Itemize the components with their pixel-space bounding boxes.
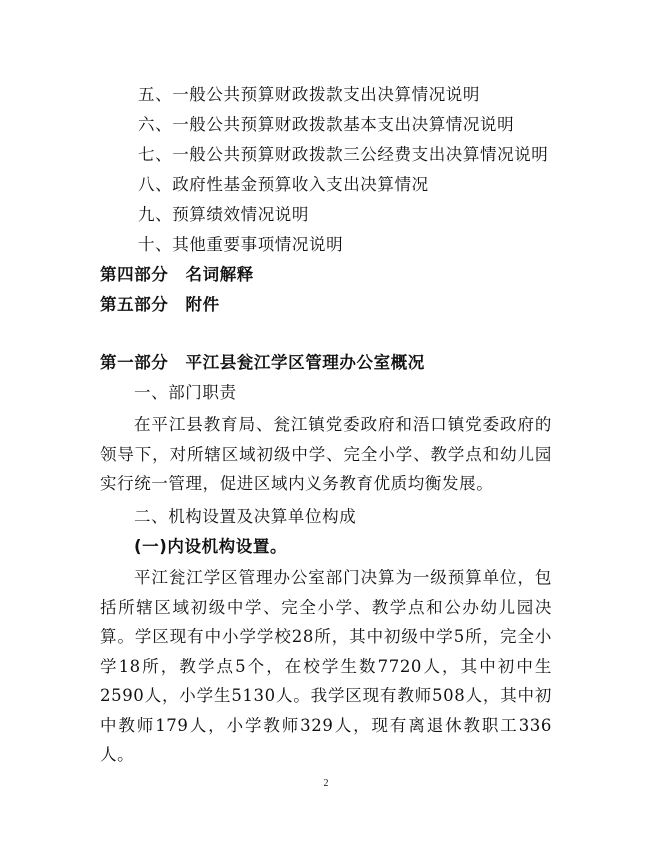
toc-part-5: 第五部分 附件: [100, 295, 220, 314]
page-number: 2: [323, 778, 329, 789]
toc-item-6: 六、一般公共预算财政拨款基本支出决算情况说明: [138, 115, 515, 134]
toc-part-4: 第四部分 名词解释: [100, 265, 254, 284]
subsection-title: (一)内设机构设置。: [134, 537, 288, 556]
part-one-heading: 第一部分 平江县瓮江学区管理办公室概况: [100, 353, 425, 372]
section-two-title: 二、机构设置及决算单位构成: [134, 507, 357, 526]
toc-item-5: 五、一般公共预算财政拨款支出决算情况说明: [138, 85, 480, 104]
section-one-paragraph: 在平江县教育局、瓮江镇党委政府和浯口镇党委政府的领导下，对所辖区域初级中学、完全小学、教学点和幼儿园实行统一管理，促进区域内义务教育优质均衡发展。: [100, 415, 552, 493]
toc-item-9: 九、预算绩效情况说明: [138, 205, 309, 224]
toc-item-10: 十、其他重要事项情况说明: [138, 235, 344, 254]
toc-item-8: 八、政府性基金预算收入支出决算情况: [138, 175, 429, 194]
section-one-title: 一、部门职责: [134, 383, 237, 402]
toc-item-7: 七、一般公共预算财政拨款三公经费支出决算情况说明: [138, 145, 549, 164]
subsection-paragraph: 平江瓮江学区管理办公室部门决算为一级预算单位，包括所辖区域初级中学、完全小学、教学点和公办幼儿园决算。学区现有中小学学校28所，其中初级中学5所，完全小学18所，教学点5个，在校学生数7720人，其中初中生2590人，小学生5130人。我学区现有教师508人，其中初中教师179人，小学教师329人，现有离退休教职工336人。: [100, 568, 552, 764]
